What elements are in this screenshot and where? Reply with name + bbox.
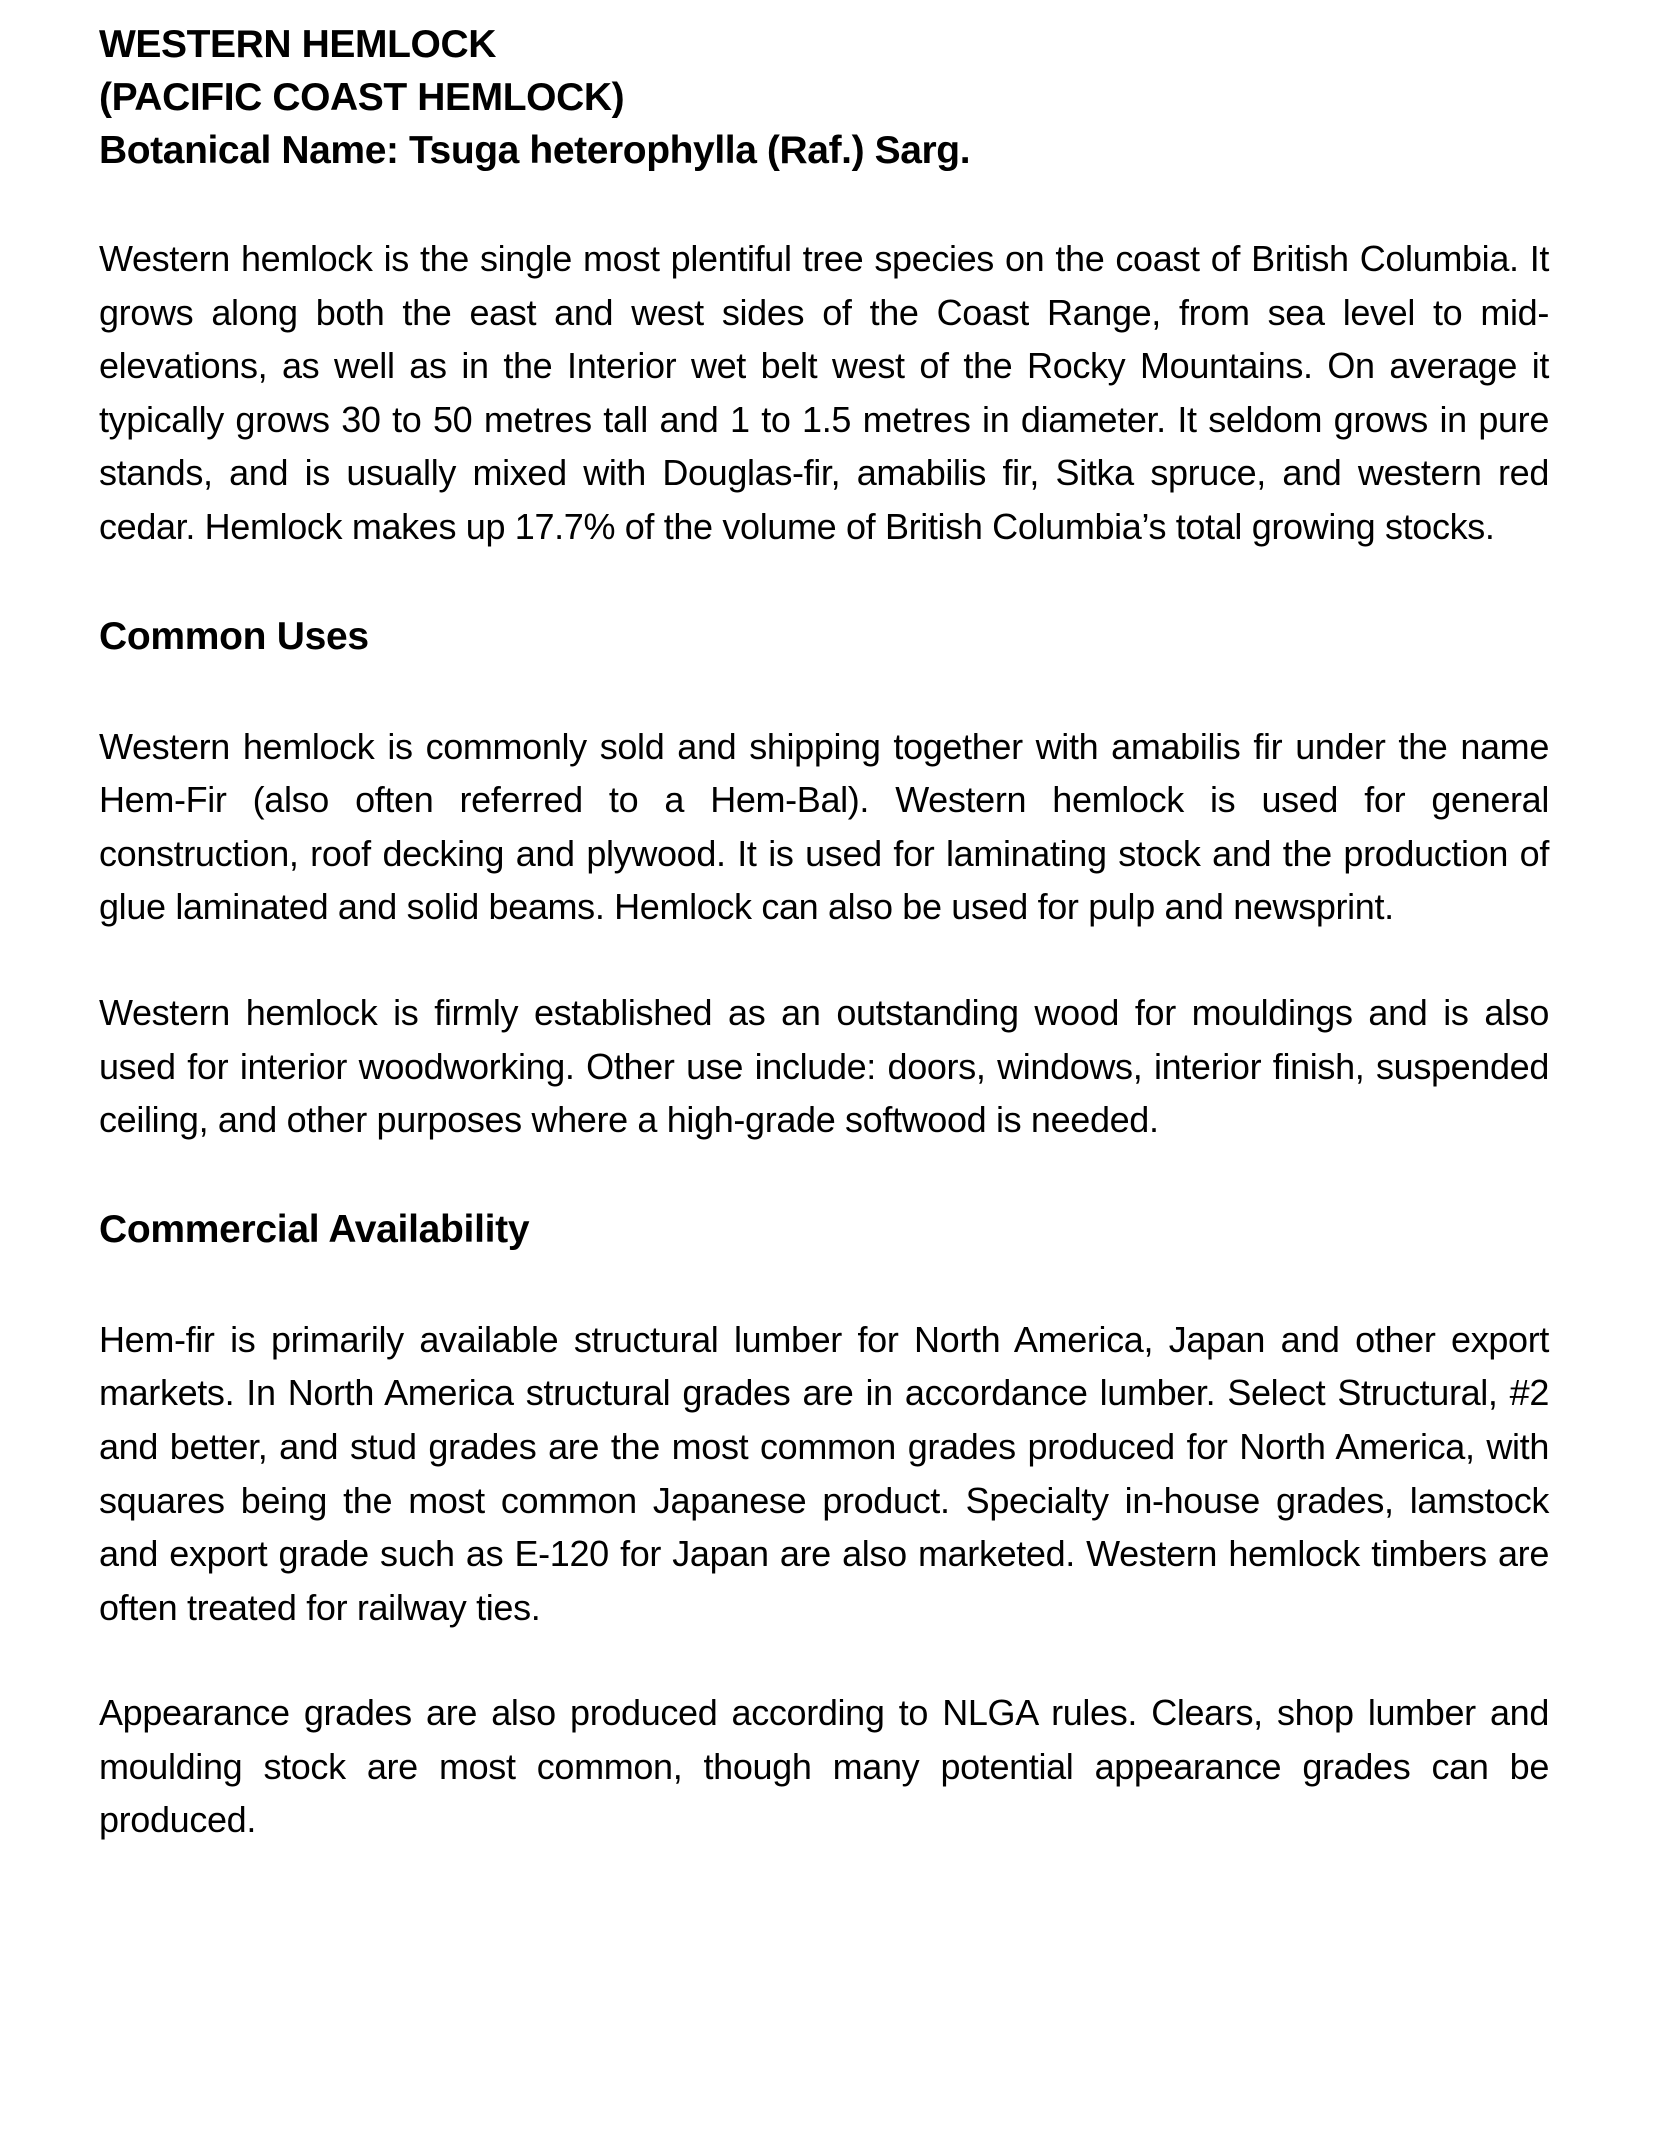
title-botanical-name: Botanical Name: Tsuga heterophylla (Raf.) Sarg.: [99, 129, 971, 172]
commercial-availability-heading: Commercial Availability: [99, 1207, 530, 1251]
title-alternate-name: (PACIFIC COAST HEMLOCK): [99, 76, 625, 119]
commercial-availability-paragraph-1: Hem-fir is primarily available structural lumber for North America, Japan and other export markets. In North America structural grades are in accordance lumber. Select Structural, #2 and better, and stud grades are the most common grades produced for North America, with squares being the most common Japanese product. Specialty in-house grades, lamstock and export grade such as E-120 for Japan are also marketed. Western hemlock timbers are often treated for railway ties.: [99, 1318, 1549, 1628]
common-uses-paragraph-2: Western hemlock is firmly established as an outstanding wood for mouldings and is also used for interior woodworking. Other use include: doors, windows, interior finish, suspended ceiling, and other purposes where a high-grade softwood is needed.: [99, 991, 1549, 1141]
document-page: [99, 18, 1549, 1847]
title-species-name: WESTERN HEMLOCK: [99, 23, 496, 66]
common-uses-paragraph-1: Western hemlock is commonly sold and shipping together with amabilis fir under the name Hem-Fir (also often referred to a Hem-Bal). Western hemlock is used for general construction, roof decking and plywood. It is used for laminating stock and the production of glue laminated and solid beams. Hemlock can also be used for pulp and newsprint.: [99, 725, 1549, 928]
intro-paragraph: Western hemlock is the single most plentiful tree species on the coast of British Columbia. It grows along both the east and west sides of the Coast Range, from sea level to mid-elevations, as well as in the Interior wet belt west of the Rocky Mountains. On average it typically grows 30 to 50 metres tall and 1 to 1.5 metres in diameter. It seldom grows in pure stands, and is usually mixed with Douglas-fir, amabilis fir, Sitka spruce, and western red cedar. Hemlock makes up 17.7% of the volume of British Columbia’s total growing stocks.: [99, 238, 1549, 547]
document-title: [99, 18, 1549, 177]
commercial-availability-paragraph-2: Appearance grades are also produced according to NLGA rules. Clears, shop lumber and moulding stock are most common, though many potential appearance grades can be produced.: [99, 1692, 1549, 1841]
common-uses-heading: Common Uses: [99, 614, 369, 658]
